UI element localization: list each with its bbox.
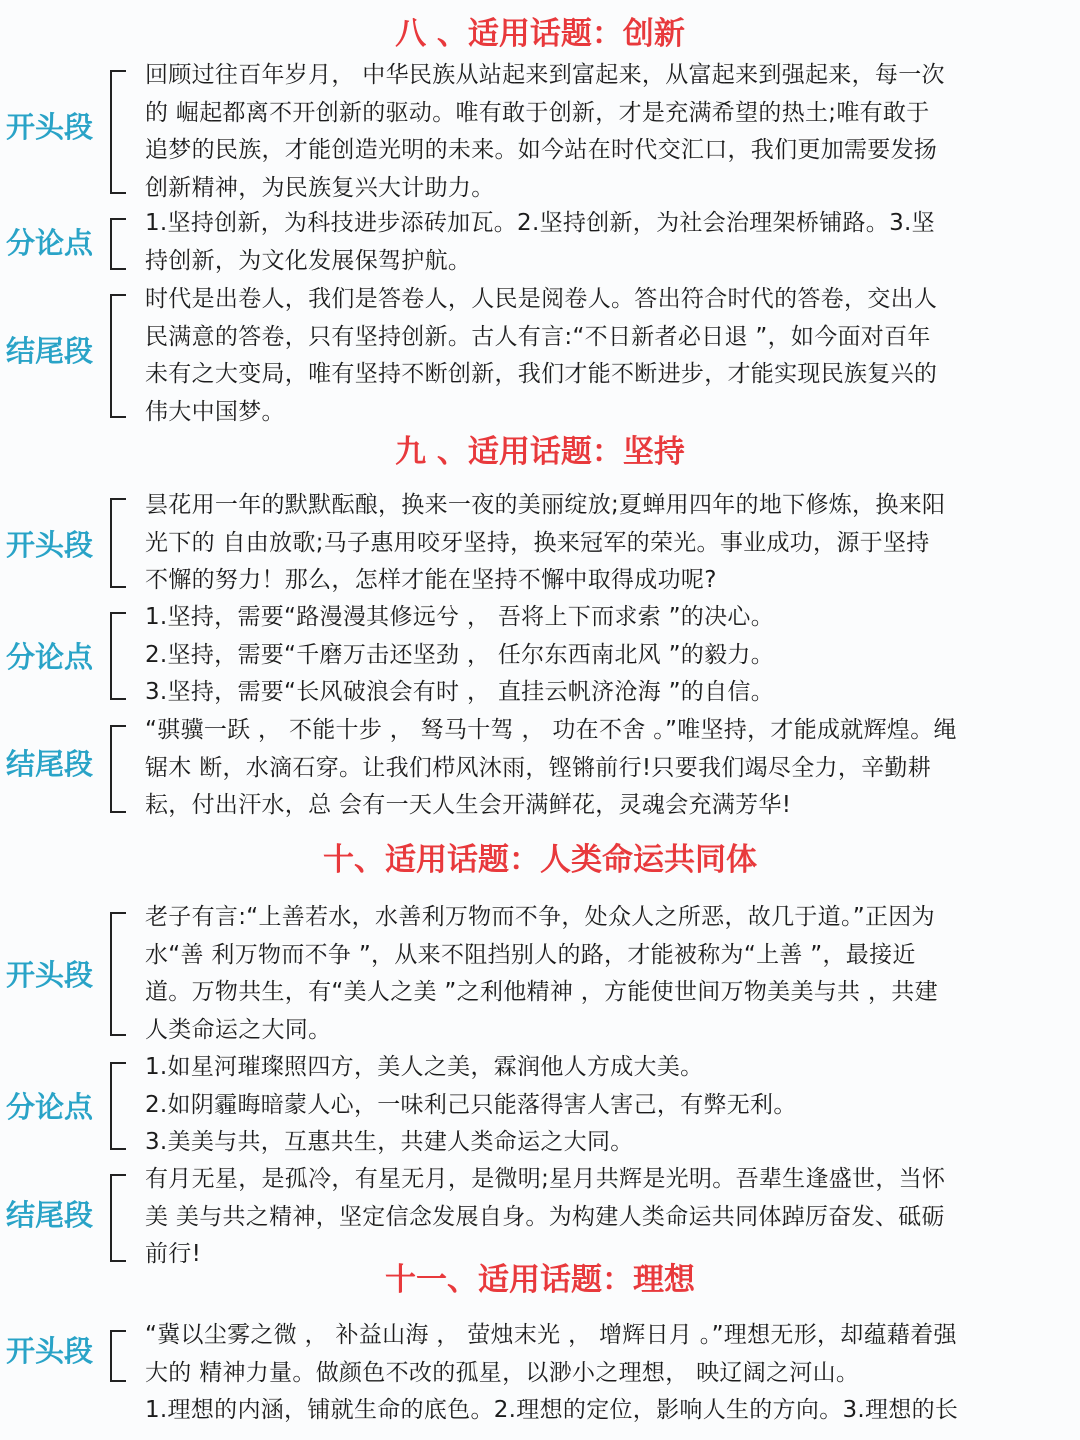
block-text — [145, 487, 1070, 600]
text-line: 有月无星，是孤冷，有星无月，是微明;星月共辉是光明。吾辈生逢盛世，当怀 — [145, 1166, 946, 1192]
block-label: 开头段 — [6, 110, 94, 144]
bracket — [110, 294, 126, 418]
bracket — [110, 1174, 126, 1262]
bracket — [110, 1062, 126, 1150]
text-line: “冀以尘雾之微 ， 补益山海 ， 萤烛末光 ， 增辉日月 。”理想无形，却蕴藉着强 — [145, 1322, 957, 1348]
bracket — [110, 218, 126, 270]
text-line: 美 美与共之精神，坚定信念发展自身。为构建人类命运共同体踔厉奋发、砥砺 — [145, 1203, 945, 1230]
text-line: 人类命运之大同。 — [145, 1016, 332, 1043]
text-line: 老子有言:“上善若水，水善利万物而不争，处众人之所恶，故几于道。”正因为 — [145, 904, 935, 930]
section-title-persistence: 九 、适用话题：坚持 — [395, 434, 685, 470]
text-line: 创新精神，为民族复兴大计助力。 — [145, 174, 495, 201]
block-label: 分论点 — [6, 640, 94, 674]
block-text — [145, 205, 1070, 280]
text-line: 民满意的答卷，只有坚持创新。古人有言:“不日新者必日退 ”，如今面对百年 — [145, 323, 931, 350]
block-text — [145, 281, 1070, 431]
block-text — [145, 899, 1070, 1049]
text-line: 时代是出卷人，我们是答卷人，人民是阅卷人。答出符合时代的答卷，交出人 — [145, 286, 938, 312]
section-title-innovation: 八 、适用话题：创新 — [395, 16, 685, 52]
text-line: 3.坚持，需要“长风破浪会有时 ， 直挂云帆济沧海 ”的自信。 — [145, 679, 775, 705]
bracket — [110, 498, 126, 588]
block-label: 开头段 — [6, 528, 94, 562]
section-title-shared-future: 十、适用话题：人类命运共同体 — [323, 842, 757, 878]
text-line: 伟大中国梦。 — [145, 398, 285, 425]
block-label: 分论点 — [6, 226, 94, 260]
text-line: 光下的 自由放歌;马子惠用咬牙坚持，换来冠军的荣光。事业成功，源于坚持 — [145, 529, 930, 556]
bracket — [110, 70, 126, 194]
text-line: 耘，付出汗水，总 会有一天人生会开满鲜花，灵魂会充满芳华! — [145, 792, 792, 818]
text-line: 2.坚持，需要“千磨万击还坚劲 ， 任尔东西南北风 ”的毅力。 — [145, 641, 775, 668]
block-text — [145, 1161, 1070, 1274]
text-line: 前行! — [145, 1241, 202, 1267]
block-label: 分论点 — [6, 1090, 94, 1124]
text-line: 3.美美与共，互惠共生，共建人类命运之大同。 — [145, 1129, 634, 1155]
text-line: 的 崛起都离不开创新的驱动。唯有敢于创新，才是充满希望的热土;唯有敢于 — [145, 99, 930, 126]
text-line: 昙花用一年的默默酝酿，换来一夜的美丽绽放;夏蝉用四年的地下修炼，换来阳 — [145, 492, 946, 518]
bracket — [110, 612, 126, 700]
text-line: 1.如星河璀璨照四方，美人之美，霖润他人方成大美。 — [145, 1054, 704, 1080]
text-line: 持创新，为文化发展保驾护航。 — [145, 247, 472, 274]
block-text — [145, 599, 1070, 712]
block-label: 结尾段 — [6, 334, 94, 368]
section-title-ideals: 十一、适用话题：理想 — [385, 1262, 695, 1298]
text-line: 大的 精神力量。做颜色不改的孤星，以渺小之理想， 映辽阔之河山。 — [145, 1359, 860, 1386]
text-line: 锯木 断，水滴石穿。让我们栉风沐雨，铿锵前行!只要我们竭尽全力，辛勤耕 — [145, 754, 932, 781]
block-text — [145, 1392, 1070, 1430]
block-text — [145, 1317, 1070, 1392]
block-label: 开头段 — [6, 958, 94, 992]
block-label: 结尾段 — [6, 1198, 94, 1232]
text-line: 未有之大变局，唯有坚持不断创新，我们才能不断进步，才能实现民族复兴的 — [145, 361, 938, 387]
text-line: “骐骥一跃 ， 不能十步 ， 驽马十驾 ， 功在不舍 。”唯坚持，才能成就辉煌。绳 — [145, 717, 957, 743]
text-line: 1.坚持创新，为科技进步添砖加瓦。2.坚持创新，为社会治理架桥铺路。3.坚 — [145, 210, 935, 236]
block-text — [145, 1049, 1070, 1162]
text-line: 道。万物共生，有“美人之美 ”之利他精神 ，方能使世间万物美美与共 ，共建 — [145, 979, 938, 1005]
bracket — [110, 1330, 126, 1382]
bracket — [110, 725, 126, 813]
text-line: 水“善 利万物而不争 ”，从来不阻挡别人的路，才能被称为“上善 ”，最接近 — [145, 941, 916, 968]
text-line: 1.坚持，需要“路漫漫其修远兮 ， 吾将上下而求索 ”的决心。 — [145, 604, 775, 630]
bracket — [110, 912, 126, 1036]
block-text — [145, 712, 1070, 825]
text-line: 不懈的努力！那么，怎样才能在坚持不懈中取得成功呢? — [145, 567, 717, 593]
block-label: 开头段 — [6, 1334, 94, 1368]
text-line: 回顾过往百年岁月， 中华民族从站起来到富起来，从富起来到强起来，每一次 — [145, 62, 945, 88]
text-line: 追梦的民族，才能创造光明的未来。如今站在时代交汇口，我们更加需要发扬 — [145, 137, 938, 163]
text-line: 1.理想的内涵，铺就生命的底色。2.理想的定位，影响人生的方向。3.理想的长 — [145, 1397, 959, 1423]
block-label: 结尾段 — [6, 747, 94, 781]
text-line: 2.如阴霾晦暗蒙人心，一味利己只能落得害人害己，有弊无利。 — [145, 1091, 797, 1118]
block-text — [145, 57, 1070, 207]
